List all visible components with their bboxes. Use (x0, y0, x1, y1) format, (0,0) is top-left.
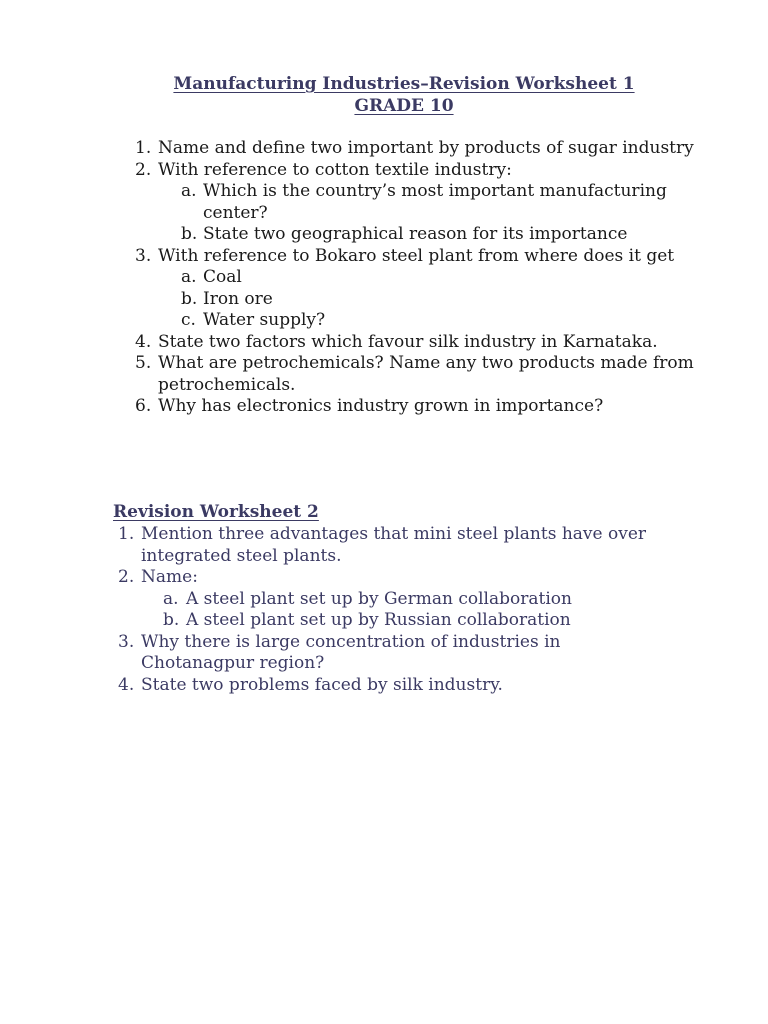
sub-question-text: A steel plant set up by German collaboration (186, 588, 572, 609)
worksheet-2-list (118, 524, 678, 696)
sub-question-text: A steel plant set up by Russian collaboration (186, 610, 571, 630)
question-4 (135, 332, 695, 354)
sub-question-text: Iron ore (203, 288, 273, 309)
question-3b (135, 289, 695, 311)
question-text: What are petrochemicals? Name any two products made from petrochemicals. (158, 353, 694, 395)
question-number: 6. (135, 396, 152, 416)
question-2 (118, 567, 678, 589)
question-5 (135, 353, 695, 396)
question-text: State two factors which favour silk industry in Karnataka. (158, 331, 658, 352)
question-number: 3. (135, 245, 152, 266)
question-6 (135, 396, 695, 418)
title-block (0, 74, 768, 117)
section-heading: Revision Worksheet 2 (113, 502, 319, 522)
worksheet-1-list (135, 138, 695, 418)
grade-label: GRADE 10 (354, 95, 454, 116)
question-text: With reference to Bokaro steel plant from where does it get (158, 245, 675, 266)
sub-question-letter: b. (181, 288, 198, 309)
question-text: Name and define two important by products of sugar industry (158, 138, 694, 158)
question-number: 1. (135, 138, 152, 158)
sub-question-letter: c. (181, 310, 196, 330)
question-text: Mention three advantages that mini steel plants have over integrated steel plants. (141, 524, 647, 566)
sub-question-letter: a. (181, 181, 197, 201)
question-2b (135, 224, 695, 246)
question-number: 2. (118, 567, 135, 587)
page-title: Manufacturing Industries–Revision Worksheet 1 (173, 74, 635, 94)
question-number: 1. (118, 524, 135, 544)
question-1 (118, 524, 678, 567)
sub-question-letter: b. (181, 224, 198, 244)
question-text: Why there is large concentration of industries in Chotanagpur region? (141, 631, 561, 673)
question-number: 5. (135, 353, 152, 373)
question-2 (135, 160, 695, 182)
question-number: 3. (118, 631, 135, 652)
question-text: Name: (141, 567, 198, 587)
sub-question-text: Which is the country’s most important manufacturing center? (203, 181, 667, 223)
sub-question-text: Water supply? (203, 310, 326, 330)
sub-question-text: Coal (203, 267, 242, 287)
question-3 (135, 246, 695, 268)
sub-question-text: State two geographical reason for its importance (203, 224, 628, 244)
question-1 (135, 138, 695, 160)
question-3c (135, 310, 695, 332)
sub-question-letter: a. (181, 267, 197, 287)
question-3a (135, 267, 695, 289)
question-3 (118, 632, 678, 675)
question-number: 4. (135, 331, 152, 352)
question-4 (118, 675, 678, 697)
question-2a (135, 181, 695, 224)
question-text: Why has electronics industry grown in importance? (158, 396, 604, 416)
question-2a (118, 589, 678, 611)
sub-question-letter: a. (163, 588, 179, 609)
sub-question-letter: b. (163, 610, 180, 630)
question-text: With reference to cotton textile industry: (158, 159, 512, 180)
question-2b (118, 610, 678, 632)
question-text: State two problems faced by silk industry. (141, 674, 503, 695)
question-number: 4. (118, 674, 135, 695)
question-number: 2. (135, 159, 152, 180)
